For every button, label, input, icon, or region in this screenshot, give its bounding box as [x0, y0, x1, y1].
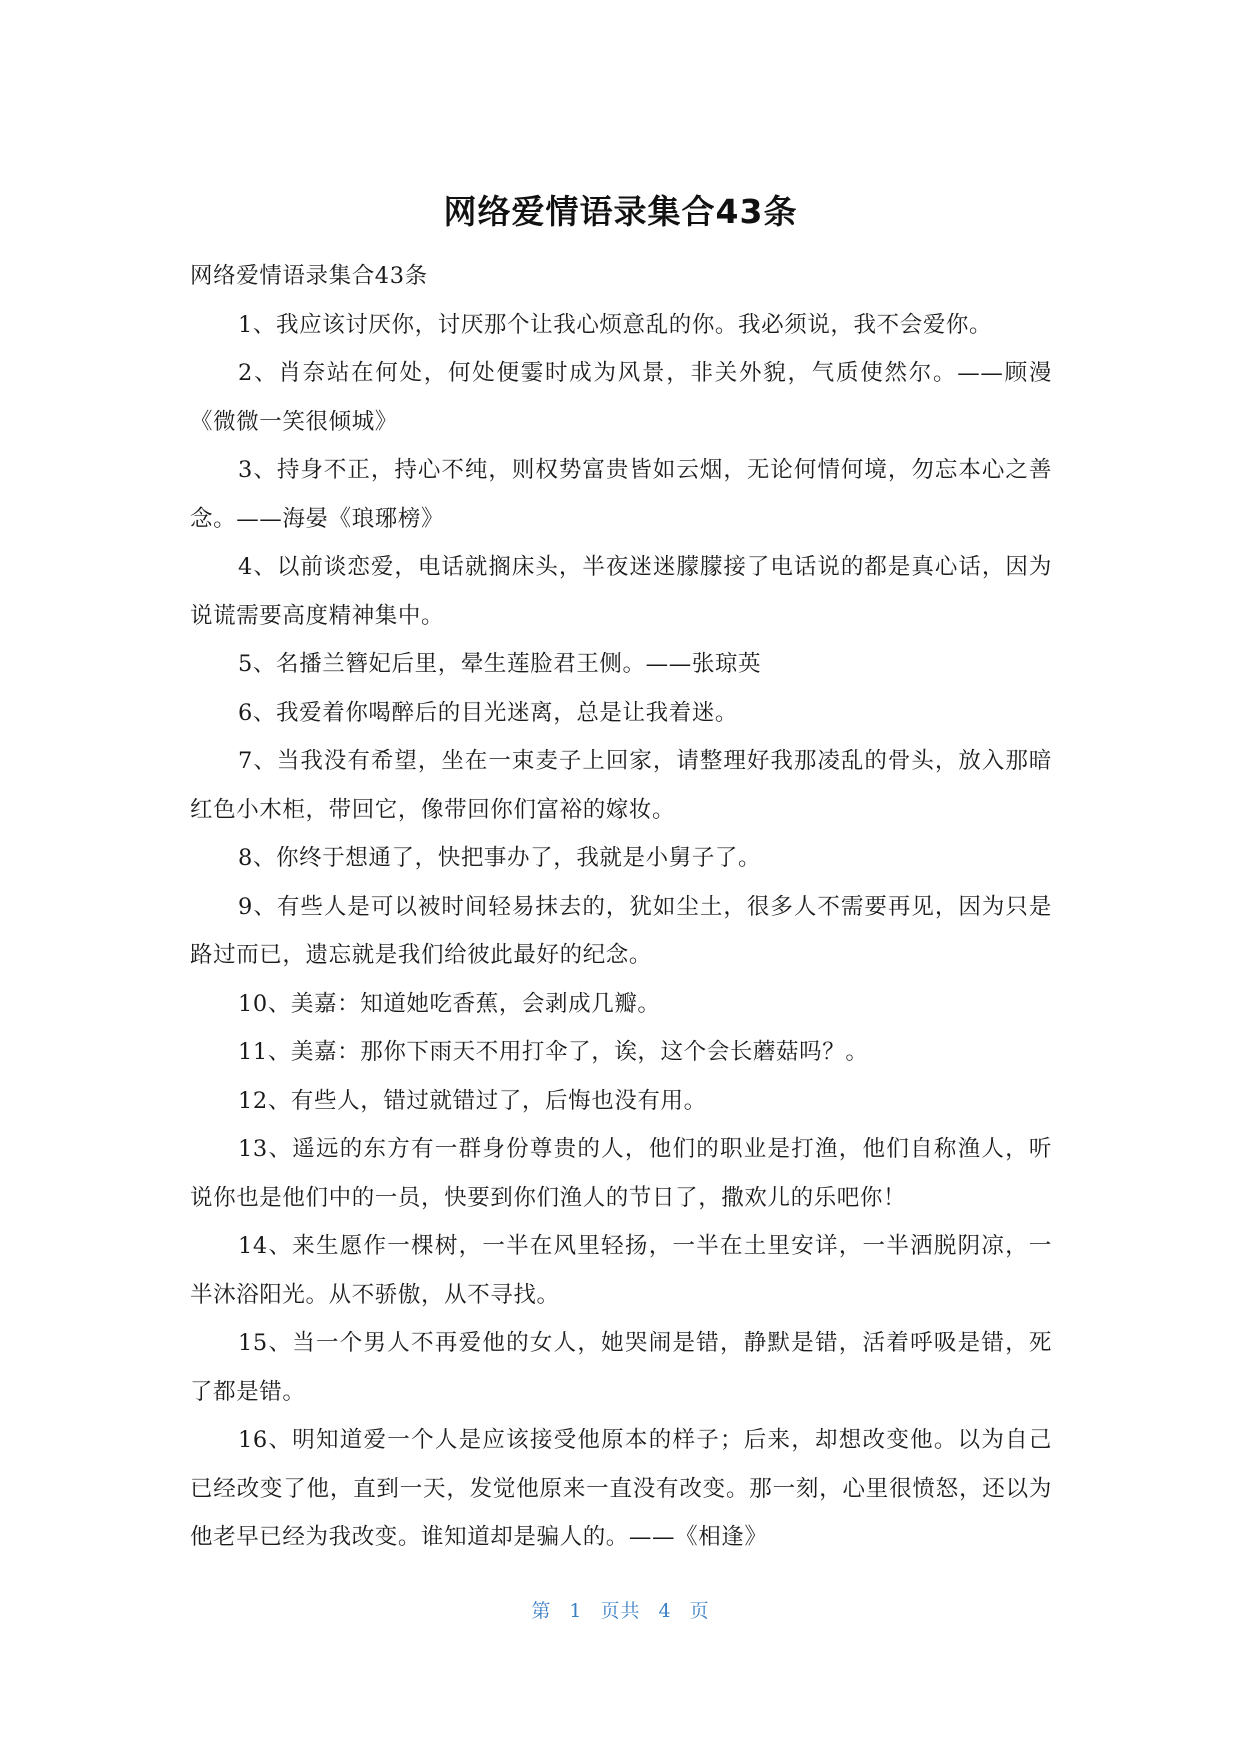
quote-item: 7、当我没有希望，坐在一束麦子上回家，请整理好我那凌乱的骨头，放入那暗红色小木柜，带回它，像带回你们富裕的嫁妆。	[190, 748, 1052, 823]
quote-item: 2、肖奈站在何处，何处便霎时成为风景，非关外貌，气质使然尔。——顾漫《微微一笑很倾城》	[190, 360, 1052, 435]
quote-item: 11、美嘉：那你下雨天不用打伞了，诶，这个会长蘑菇吗？。	[238, 1039, 869, 1065]
quote-item: 3、持身不正，持心不纯，则权势富贵皆如云烟，无论何情何境，勿忘本心之善念。——海晏《琅琊榜》	[190, 457, 1052, 532]
quote-item: 1、我应该讨厌你，讨厌那个让我心烦意乱的你。我必须说，我不会爱你。	[238, 311, 993, 338]
quote-item: 12、有些人，错过就错过了，后悔也没有用。	[238, 1087, 707, 1114]
page-footer	[0, 1597, 1241, 1625]
footer-prefix: 第	[531, 1600, 552, 1622]
quote-item: 8、你终于想通了，快把事办了，我就是小舅子了。	[238, 845, 762, 871]
footer-page-number: 1	[569, 1600, 583, 1622]
quote-item: 9、有些人是可以被时间轻易抹去的，犹如尘土，很多人不需要再见，因为只是路过而已，遗忘就是我们给彼此最好的纪念。	[190, 893, 1052, 968]
document-body	[190, 252, 1052, 1562]
quote-item: 14、来生愿作一棵树，一半在风里轻扬，一半在土里安详，一半洒脱阴凉，一半沐浴阳光。从不骄傲，从不寻找。	[190, 1233, 1052, 1308]
quote-item: 15、当一个男人不再爱他的女人，她哭闹是错，静默是错，活着呼吸是错，死了都是错。	[190, 1330, 1052, 1405]
footer-middle: 页共	[600, 1600, 641, 1622]
quote-item: 6、我爱着你喝醉后的目光迷离，总是让我着迷。	[238, 699, 739, 726]
quote-item: 5、名播兰簪妃后里，晕生莲脸君王侧。——张琼英	[238, 651, 762, 677]
quote-item: 16、明知道爱一个人是应该接受他原本的样子；后来，却想改变他。以为自己已经改变了他，直到一天，发觉他原来一直没有改变。那一刻，心里很愤怒，还以为他老早已经为我改变。谁知道却是骗人的。——《相逢》	[190, 1427, 1052, 1550]
footer-suffix: 页	[689, 1600, 710, 1622]
quote-item: 13、遥远的东方有一群身份尊贵的人，他们的职业是打渔，他们自称渔人，听说你也是他们中的一员，快要到你们渔人的节日了，撒欢儿的乐吧你！	[190, 1136, 1052, 1211]
quote-item: 4、以前谈恋爱，电话就搁床头，半夜迷迷朦朦接了电话说的都是真心话，因为说谎需要高度精神集中。	[190, 554, 1052, 629]
document-subtitle: 网络爱情语录集合43条	[190, 263, 428, 289]
footer-total-pages: 4	[658, 1600, 672, 1622]
quote-item: 10、美嘉：知道她吃香蕉，会剥成几瓣。	[238, 990, 661, 1017]
document-title: 网络爱情语录集合43条	[443, 192, 798, 231]
